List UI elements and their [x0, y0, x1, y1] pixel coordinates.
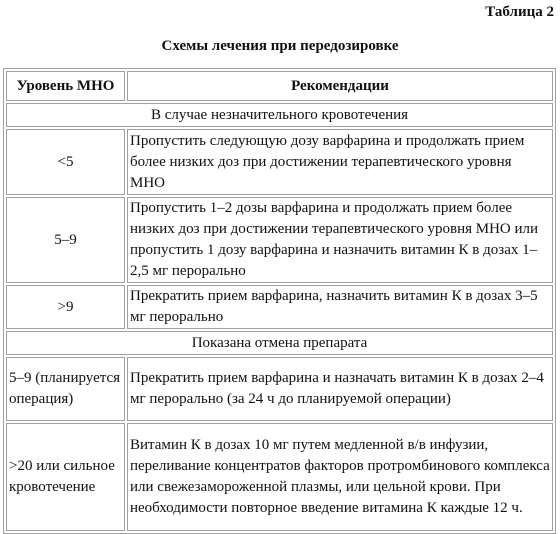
section-title-minor-bleeding: В случае незначительного кровотечения [6, 103, 553, 127]
table-number: Таблица 2 [485, 4, 554, 20]
table-row [6, 357, 553, 421]
treatment-table [3, 68, 556, 534]
recommendation-cell: Витамин К в дозах 10 мг путем медленной в/в инфузии, переливание концентратов факторов протромбинового комплекса или свежезамороженной плазмы, или цельной крови. При необходимости повторное введение витамина К каждые 12 ч. [127, 423, 553, 531]
inr-level-cell: <5 [6, 129, 125, 195]
table-row [6, 423, 553, 531]
table-header-row [6, 71, 553, 101]
table-row [6, 129, 553, 195]
recommendation-cell: Прекратить прием варфарина, назначить витамин К в дозах 3–5 мг перорально [127, 285, 553, 329]
recommendation-cell: Прекратить прием варфарина и назначать витамин К в дозах 2–4 мг перорально (за 24 ч до планируемой операции) [127, 357, 553, 421]
recommendation-cell: Пропустить следующую дозу варфарина и продолжать прием более низких доз при достижении терапевтического уровня МНО [127, 129, 553, 195]
inr-level-cell: 5–9 [6, 197, 125, 283]
table-row [6, 197, 553, 283]
inr-level-cell: >9 [6, 285, 125, 329]
column-header-recommendations: Рекомендации [127, 71, 553, 101]
recommendation-cell: Пропустить 1–2 дозы варфарина и продолжать прием более низких доз при достижении терапевтического уровня МНО или пропустить 1 дозу варфарина и назначить витамин К в дозах 1–2,5 мг перорально [127, 197, 553, 283]
section-row [6, 103, 553, 127]
table-caption: Схемы лечения при передозировке [161, 38, 399, 54]
inr-level-cell: 5–9 (планируется операция) [6, 357, 125, 421]
column-header-level: Уровень МНО [6, 71, 125, 101]
section-title-withdrawal: Показана отмена препарата [6, 331, 553, 355]
table-row [6, 285, 553, 329]
section-row [6, 331, 553, 355]
inr-level-cell: >20 или сильное кровотечение [6, 423, 125, 531]
